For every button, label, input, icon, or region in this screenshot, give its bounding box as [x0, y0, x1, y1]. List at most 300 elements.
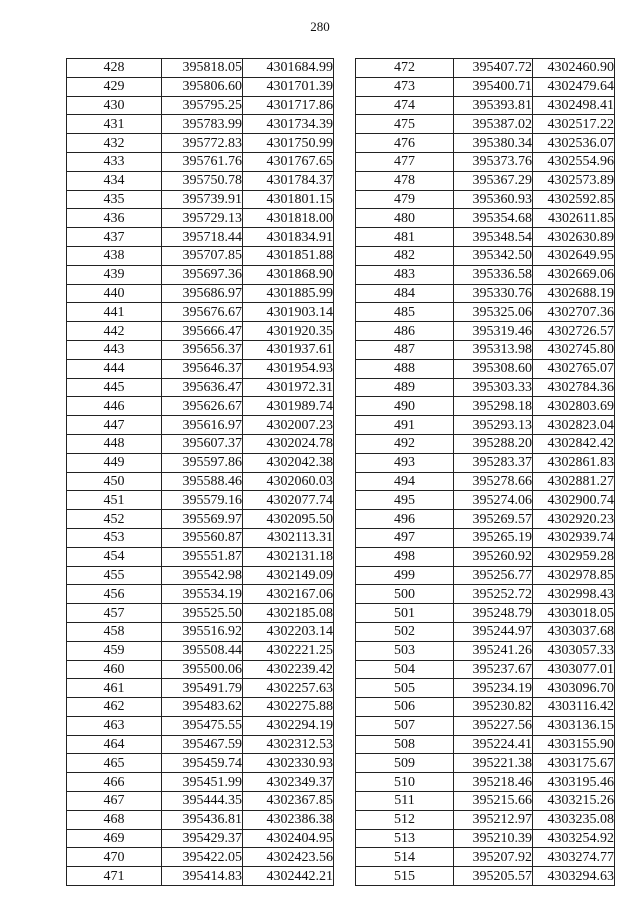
table-row: [356, 867, 615, 886]
table-row: [356, 773, 615, 792]
x-coordinate-cell: 395348.54: [454, 228, 533, 247]
point-number-cell: 505: [356, 679, 454, 698]
point-number-cell: 503: [356, 641, 454, 660]
x-coordinate-cell: 395636.47: [162, 378, 243, 397]
x-coordinate-cell: 395244.97: [454, 622, 533, 641]
y-coordinate-cell: 4302203.14: [243, 622, 334, 641]
table-row: [67, 190, 334, 209]
y-coordinate-cell: 4302842.42: [533, 434, 615, 453]
coordinate-table-left: [66, 58, 334, 886]
point-number-cell: 488: [356, 359, 454, 378]
table-row: [356, 716, 615, 735]
table-row: [356, 566, 615, 585]
y-coordinate-cell: 4302460.90: [533, 59, 615, 78]
x-coordinate-cell: 395260.92: [454, 547, 533, 566]
x-coordinate-cell: 395588.46: [162, 472, 243, 491]
table-row: [67, 472, 334, 491]
x-coordinate-cell: 395308.60: [454, 359, 533, 378]
x-coordinate-cell: 395459.74: [162, 754, 243, 773]
point-number-cell: 484: [356, 284, 454, 303]
table-row: [67, 622, 334, 641]
y-coordinate-cell: 4302881.27: [533, 472, 615, 491]
table-row: [356, 359, 615, 378]
point-number-cell: 473: [356, 77, 454, 96]
table-row: [67, 792, 334, 811]
y-coordinate-cell: 4301885.99: [243, 284, 334, 303]
x-coordinate-cell: 395283.37: [454, 453, 533, 472]
x-coordinate-cell: 395607.37: [162, 434, 243, 453]
x-coordinate-cell: 395806.60: [162, 77, 243, 96]
table-row: [356, 59, 615, 78]
point-number-cell: 459: [67, 641, 162, 660]
x-coordinate-cell: 395313.98: [454, 340, 533, 359]
point-number-cell: 441: [67, 303, 162, 322]
point-number-cell: 457: [67, 604, 162, 623]
y-coordinate-cell: 4303274.77: [533, 848, 615, 867]
x-coordinate-cell: 395207.92: [454, 848, 533, 867]
point-number-cell: 464: [67, 735, 162, 754]
x-coordinate-cell: 395579.16: [162, 491, 243, 510]
y-coordinate-cell: 4303018.05: [533, 604, 615, 623]
table-row: [356, 265, 615, 284]
point-number-cell: 483: [356, 265, 454, 284]
x-coordinate-cell: 395551.87: [162, 547, 243, 566]
x-coordinate-cell: 395354.68: [454, 209, 533, 228]
point-number-cell: 510: [356, 773, 454, 792]
point-number-cell: 452: [67, 510, 162, 529]
y-coordinate-cell: 4302517.22: [533, 115, 615, 134]
x-coordinate-cell: 395319.46: [454, 322, 533, 341]
point-number-cell: 466: [67, 773, 162, 792]
y-coordinate-cell: 4301734.39: [243, 115, 334, 134]
x-coordinate-cell: 395467.59: [162, 735, 243, 754]
y-coordinate-cell: 4303235.08: [533, 810, 615, 829]
x-coordinate-cell: 395483.62: [162, 698, 243, 717]
x-coordinate-cell: 395393.81: [454, 96, 533, 115]
table-row: [356, 679, 615, 698]
table-row: [67, 773, 334, 792]
y-coordinate-cell: 4301834.91: [243, 228, 334, 247]
x-coordinate-cell: 395212.97: [454, 810, 533, 829]
point-number-cell: 456: [67, 585, 162, 604]
y-coordinate-cell: 4302113.31: [243, 528, 334, 547]
x-coordinate-cell: 395336.58: [454, 265, 533, 284]
x-coordinate-cell: 395265.19: [454, 528, 533, 547]
x-coordinate-cell: 395218.46: [454, 773, 533, 792]
x-coordinate-cell: 395387.02: [454, 115, 533, 134]
x-coordinate-cell: 395215.66: [454, 792, 533, 811]
x-coordinate-cell: 395241.26: [454, 641, 533, 660]
table-row: [356, 322, 615, 341]
y-coordinate-cell: 4302784.36: [533, 378, 615, 397]
point-number-cell: 448: [67, 434, 162, 453]
table-row: [67, 246, 334, 265]
point-number-cell: 485: [356, 303, 454, 322]
y-coordinate-cell: 4301868.90: [243, 265, 334, 284]
x-coordinate-cell: 395221.38: [454, 754, 533, 773]
x-coordinate-cell: 395407.72: [454, 59, 533, 78]
y-coordinate-cell: 4303175.67: [533, 754, 615, 773]
x-coordinate-cell: 395525.50: [162, 604, 243, 623]
table-row: [356, 829, 615, 848]
point-number-cell: 478: [356, 171, 454, 190]
point-number-cell: 507: [356, 716, 454, 735]
y-coordinate-cell: 4302803.69: [533, 397, 615, 416]
table-row: [67, 303, 334, 322]
x-coordinate-cell: 395697.36: [162, 265, 243, 284]
point-number-cell: 447: [67, 416, 162, 435]
y-coordinate-cell: 4301920.35: [243, 322, 334, 341]
y-coordinate-cell: 4302131.18: [243, 547, 334, 566]
y-coordinate-cell: 4302312.53: [243, 735, 334, 754]
y-coordinate-cell: 4301818.00: [243, 209, 334, 228]
y-coordinate-cell: 4301954.93: [243, 359, 334, 378]
table-row: [67, 754, 334, 773]
table-row: [356, 547, 615, 566]
x-coordinate-cell: 395626.67: [162, 397, 243, 416]
table-row: [67, 716, 334, 735]
x-coordinate-cell: 395274.06: [454, 491, 533, 510]
table-row: [67, 585, 334, 604]
y-coordinate-cell: 4303254.92: [533, 829, 615, 848]
point-number-cell: 500: [356, 585, 454, 604]
y-coordinate-cell: 4301767.65: [243, 152, 334, 171]
x-coordinate-cell: 395597.86: [162, 453, 243, 472]
table-row: [67, 340, 334, 359]
point-number-cell: 461: [67, 679, 162, 698]
y-coordinate-cell: 4302060.03: [243, 472, 334, 491]
table-row: [356, 96, 615, 115]
table-row: [67, 265, 334, 284]
point-number-cell: 514: [356, 848, 454, 867]
x-coordinate-cell: 395230.82: [454, 698, 533, 717]
table-row: [356, 792, 615, 811]
table-row: [67, 528, 334, 547]
y-coordinate-cell: 4302367.85: [243, 792, 334, 811]
table-row: [356, 284, 615, 303]
table-row: [356, 698, 615, 717]
x-coordinate-cell: 395380.34: [454, 134, 533, 153]
x-coordinate-cell: 395616.97: [162, 416, 243, 435]
x-coordinate-cell: 395818.05: [162, 59, 243, 78]
y-coordinate-cell: 4301903.14: [243, 303, 334, 322]
x-coordinate-cell: 395560.87: [162, 528, 243, 547]
x-coordinate-cell: 395303.33: [454, 378, 533, 397]
x-coordinate-cell: 395656.37: [162, 340, 243, 359]
y-coordinate-cell: 4302442.21: [243, 867, 334, 886]
point-number-cell: 463: [67, 716, 162, 735]
y-coordinate-cell: 4302861.83: [533, 453, 615, 472]
point-number-cell: 431: [67, 115, 162, 134]
table-row: [356, 77, 615, 96]
x-coordinate-cell: 395436.81: [162, 810, 243, 829]
y-coordinate-cell: 4302726.57: [533, 322, 615, 341]
y-coordinate-cell: 4302404.95: [243, 829, 334, 848]
table-row: [356, 453, 615, 472]
point-number-cell: 511: [356, 792, 454, 811]
x-coordinate-cell: 395707.85: [162, 246, 243, 265]
x-coordinate-cell: 395739.91: [162, 190, 243, 209]
table-row: [67, 735, 334, 754]
table-row: [356, 397, 615, 416]
point-number-cell: 491: [356, 416, 454, 435]
x-coordinate-cell: 395342.50: [454, 246, 533, 265]
x-coordinate-cell: 395373.76: [454, 152, 533, 171]
table-row: [67, 867, 334, 886]
y-coordinate-cell: 4302669.06: [533, 265, 615, 284]
table-row: [356, 810, 615, 829]
table-row: [356, 115, 615, 134]
y-coordinate-cell: 4302167.06: [243, 585, 334, 604]
point-number-cell: 471: [67, 867, 162, 886]
point-number-cell: 429: [67, 77, 162, 96]
y-coordinate-cell: 4302007.23: [243, 416, 334, 435]
table-row: [67, 59, 334, 78]
y-coordinate-cell: 4303077.01: [533, 660, 615, 679]
y-coordinate-cell: 4302239.42: [243, 660, 334, 679]
y-coordinate-cell: 4302920.23: [533, 510, 615, 529]
table-row: [67, 566, 334, 585]
x-coordinate-cell: 395783.99: [162, 115, 243, 134]
y-coordinate-cell: 4302185.08: [243, 604, 334, 623]
y-coordinate-cell: 4302024.78: [243, 434, 334, 453]
page-number: 280: [310, 19, 330, 34]
table-row: [67, 660, 334, 679]
coordinate-table-body: [356, 59, 615, 886]
x-coordinate-cell: 395666.47: [162, 322, 243, 341]
y-coordinate-cell: 4302611.85: [533, 209, 615, 228]
table-row: [67, 604, 334, 623]
x-coordinate-cell: 395367.29: [454, 171, 533, 190]
table-row: [356, 510, 615, 529]
y-coordinate-cell: 4302042.38: [243, 453, 334, 472]
table-row: [356, 604, 615, 623]
point-number-cell: 515: [356, 867, 454, 886]
table-row: [356, 171, 615, 190]
point-number-cell: 472: [356, 59, 454, 78]
y-coordinate-cell: 4303136.15: [533, 716, 615, 735]
point-number-cell: 490: [356, 397, 454, 416]
y-coordinate-cell: 4301717.86: [243, 96, 334, 115]
point-number-cell: 486: [356, 322, 454, 341]
y-coordinate-cell: 4301989.74: [243, 397, 334, 416]
point-number-cell: 476: [356, 134, 454, 153]
y-coordinate-cell: 4302275.88: [243, 698, 334, 717]
table-row: [356, 735, 615, 754]
table-row: [356, 472, 615, 491]
x-coordinate-cell: 395278.66: [454, 472, 533, 491]
x-coordinate-cell: 395676.67: [162, 303, 243, 322]
point-number-cell: 481: [356, 228, 454, 247]
point-number-cell: 477: [356, 152, 454, 171]
table-row: [67, 829, 334, 848]
point-number-cell: 462: [67, 698, 162, 717]
y-coordinate-cell: 4302765.07: [533, 359, 615, 378]
point-number-cell: 494: [356, 472, 454, 491]
table-row: [67, 322, 334, 341]
point-number-cell: 479: [356, 190, 454, 209]
y-coordinate-cell: 4301784.37: [243, 171, 334, 190]
point-number-cell: 489: [356, 378, 454, 397]
x-coordinate-cell: 395256.77: [454, 566, 533, 585]
table-row: [356, 134, 615, 153]
x-coordinate-cell: 395227.56: [454, 716, 533, 735]
point-number-cell: 444: [67, 359, 162, 378]
coordinate-table-right: [355, 58, 615, 886]
point-number-cell: 480: [356, 209, 454, 228]
table-row: [67, 453, 334, 472]
point-number-cell: 492: [356, 434, 454, 453]
x-coordinate-cell: 395414.83: [162, 867, 243, 886]
y-coordinate-cell: 4302554.96: [533, 152, 615, 171]
point-number-cell: 437: [67, 228, 162, 247]
point-number-cell: 470: [67, 848, 162, 867]
y-coordinate-cell: 4302745.80: [533, 340, 615, 359]
x-coordinate-cell: 395210.39: [454, 829, 533, 848]
y-coordinate-cell: 4303195.46: [533, 773, 615, 792]
x-coordinate-cell: 395534.19: [162, 585, 243, 604]
point-number-cell: 513: [356, 829, 454, 848]
y-coordinate-cell: 4301937.61: [243, 340, 334, 359]
x-coordinate-cell: 395646.37: [162, 359, 243, 378]
x-coordinate-cell: 395686.97: [162, 284, 243, 303]
y-coordinate-cell: 4302257.63: [243, 679, 334, 698]
x-coordinate-cell: 395288.20: [454, 434, 533, 453]
table-row: [67, 171, 334, 190]
y-coordinate-cell: 4302998.43: [533, 585, 615, 604]
y-coordinate-cell: 4301750.99: [243, 134, 334, 153]
x-coordinate-cell: 395795.25: [162, 96, 243, 115]
table-row: [67, 96, 334, 115]
y-coordinate-cell: 4303294.63: [533, 867, 615, 886]
table-row: [356, 152, 615, 171]
table-row: [67, 434, 334, 453]
point-number-cell: 502: [356, 622, 454, 641]
y-coordinate-cell: 4302900.74: [533, 491, 615, 510]
x-coordinate-cell: 395508.44: [162, 641, 243, 660]
point-number-cell: 501: [356, 604, 454, 623]
y-coordinate-cell: 4301801.15: [243, 190, 334, 209]
x-coordinate-cell: 395400.71: [454, 77, 533, 96]
point-number-cell: 435: [67, 190, 162, 209]
y-coordinate-cell: 4302294.19: [243, 716, 334, 735]
x-coordinate-cell: 395330.76: [454, 284, 533, 303]
x-coordinate-cell: 395422.05: [162, 848, 243, 867]
x-coordinate-cell: 395750.78: [162, 171, 243, 190]
y-coordinate-cell: 4302649.95: [533, 246, 615, 265]
table-row: [67, 491, 334, 510]
table-row: [356, 246, 615, 265]
coordinate-table-body: [67, 59, 334, 886]
x-coordinate-cell: 395718.44: [162, 228, 243, 247]
table-row: [67, 134, 334, 153]
point-number-cell: 428: [67, 59, 162, 78]
table-row: [356, 641, 615, 660]
x-coordinate-cell: 395234.19: [454, 679, 533, 698]
y-coordinate-cell: 4301684.99: [243, 59, 334, 78]
y-coordinate-cell: 4303116.42: [533, 698, 615, 717]
point-number-cell: 445: [67, 378, 162, 397]
table-row: [67, 284, 334, 303]
table-row: [67, 547, 334, 566]
y-coordinate-cell: 4302823.04: [533, 416, 615, 435]
x-coordinate-cell: 395237.67: [454, 660, 533, 679]
x-coordinate-cell: 395224.41: [454, 735, 533, 754]
point-number-cell: 487: [356, 340, 454, 359]
point-number-cell: 482: [356, 246, 454, 265]
x-coordinate-cell: 395475.55: [162, 716, 243, 735]
x-coordinate-cell: 395360.93: [454, 190, 533, 209]
y-coordinate-cell: 4302707.36: [533, 303, 615, 322]
point-number-cell: 440: [67, 284, 162, 303]
point-number-cell: 460: [67, 660, 162, 679]
y-coordinate-cell: 4303057.33: [533, 641, 615, 660]
x-coordinate-cell: 395444.35: [162, 792, 243, 811]
point-number-cell: 465: [67, 754, 162, 773]
point-number-cell: 455: [67, 566, 162, 585]
table-row: [356, 660, 615, 679]
point-number-cell: 453: [67, 528, 162, 547]
point-number-cell: 451: [67, 491, 162, 510]
y-coordinate-cell: 4302939.74: [533, 528, 615, 547]
y-coordinate-cell: 4302077.74: [243, 491, 334, 510]
point-number-cell: 430: [67, 96, 162, 115]
y-coordinate-cell: 4302688.19: [533, 284, 615, 303]
y-coordinate-cell: 4302630.89: [533, 228, 615, 247]
table-row: [67, 510, 334, 529]
y-coordinate-cell: 4301701.39: [243, 77, 334, 96]
x-coordinate-cell: 395298.18: [454, 397, 533, 416]
point-number-cell: 499: [356, 566, 454, 585]
point-number-cell: 454: [67, 547, 162, 566]
y-coordinate-cell: 4303096.70: [533, 679, 615, 698]
point-number-cell: 498: [356, 547, 454, 566]
point-number-cell: 508: [356, 735, 454, 754]
y-coordinate-cell: 4302573.89: [533, 171, 615, 190]
y-coordinate-cell: 4302386.38: [243, 810, 334, 829]
table-row: [356, 228, 615, 247]
x-coordinate-cell: 395451.99: [162, 773, 243, 792]
table-row: [67, 378, 334, 397]
table-row: [356, 848, 615, 867]
y-coordinate-cell: 4302330.93: [243, 754, 334, 773]
point-number-cell: 439: [67, 265, 162, 284]
x-coordinate-cell: 395569.97: [162, 510, 243, 529]
table-row: [356, 622, 615, 641]
point-number-cell: 493: [356, 453, 454, 472]
point-number-cell: 475: [356, 115, 454, 134]
table-row: [356, 209, 615, 228]
table-row: [356, 416, 615, 435]
table-row: [67, 228, 334, 247]
point-number-cell: 458: [67, 622, 162, 641]
table-row: [356, 190, 615, 209]
y-coordinate-cell: 4302423.56: [243, 848, 334, 867]
x-coordinate-cell: 395293.13: [454, 416, 533, 435]
table-row: [356, 528, 615, 547]
y-coordinate-cell: 4302479.64: [533, 77, 615, 96]
table-row: [67, 679, 334, 698]
y-coordinate-cell: 4301851.88: [243, 246, 334, 265]
table-row: [356, 378, 615, 397]
point-number-cell: 443: [67, 340, 162, 359]
y-coordinate-cell: 4303215.26: [533, 792, 615, 811]
point-number-cell: 450: [67, 472, 162, 491]
y-coordinate-cell: 4303155.90: [533, 735, 615, 754]
y-coordinate-cell: 4302349.37: [243, 773, 334, 792]
table-row: [356, 491, 615, 510]
point-number-cell: 468: [67, 810, 162, 829]
